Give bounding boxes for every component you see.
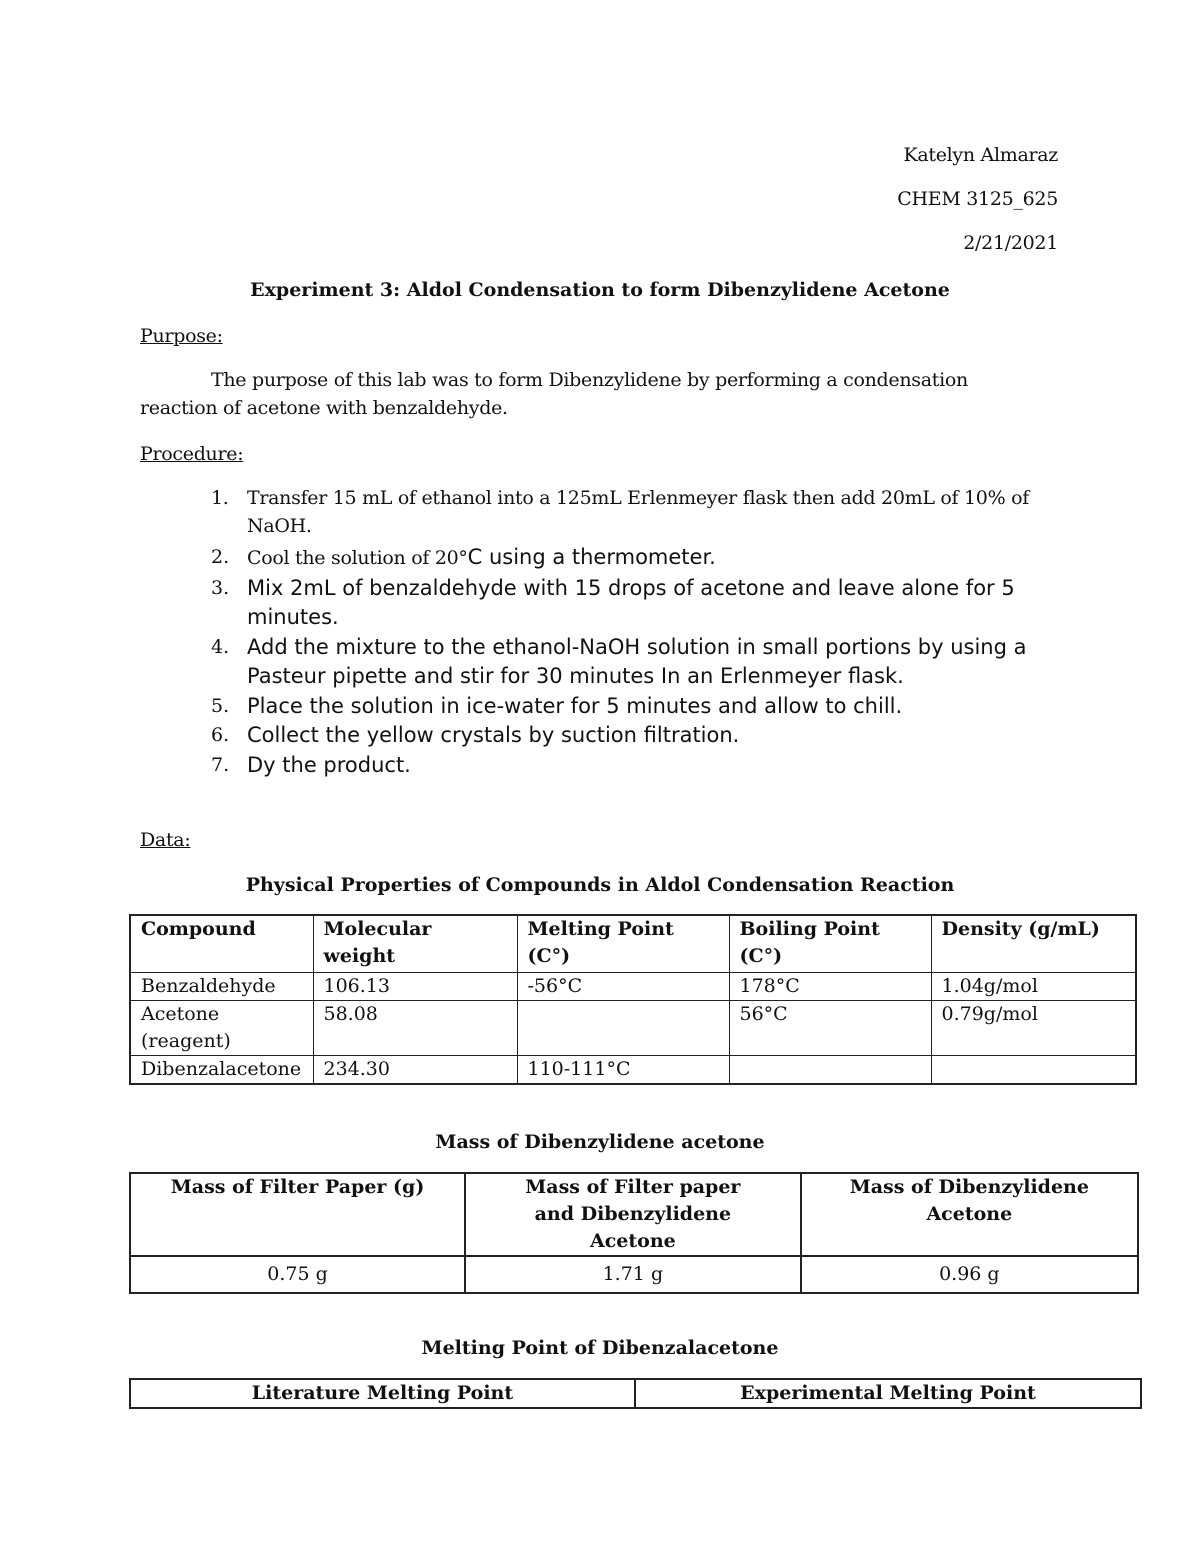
course-code: CHEM 3125_625: [897, 188, 1058, 210]
table-cell: 1.04g/mol: [931, 972, 1136, 1000]
procedure-step: 1. Transfer 15 mL of ethanol into a 125mL Erlenmeyer flask then add 20mL of 10% of NaOH.: [211, 487, 1029, 537]
header-cell: Experimental Melting Point: [635, 1379, 1141, 1408]
table-cell: 58.08: [313, 1000, 517, 1055]
header-cell: Mass of Dibenzylidene Acetone: [801, 1173, 1138, 1256]
procedure-step: 3. Mix 2mL of benzaldehyde with 15 drops of acetone and leave alone for 5 minutes.: [211, 575, 1015, 629]
table-cell: 0.96 g: [801, 1256, 1138, 1293]
table-cell: Acetone (reagent): [130, 1000, 313, 1055]
table-header-row: [130, 1379, 1141, 1408]
data-heading: Data:: [140, 829, 191, 851]
header-cell: Literature Melting Point: [130, 1379, 635, 1408]
properties-table: [129, 914, 1137, 1085]
table-header-row: [130, 1173, 1138, 1256]
table-cell: 0.79g/mol: [931, 1000, 1136, 1055]
procedure-step: 4. Add the mixture to the ethanol-NaOH solution in small portions by using a Pasteur pipette and stir for 30 minutes In an Erlenmeyer flask.: [211, 634, 1027, 688]
table-cell: 110-111°C: [517, 1055, 729, 1084]
header-cell: Boiling Point (C°): [729, 915, 931, 972]
purpose-line-2: reaction of acetone with benzaldehyde.: [140, 397, 508, 419]
table-header-row: [130, 915, 1136, 972]
author-name: Katelyn Almaraz: [903, 144, 1058, 166]
melting-point-table: [129, 1378, 1142, 1409]
header-cell: Compound: [130, 915, 313, 972]
step-text: Dy the product.: [247, 752, 411, 777]
header-cell: Melting Point (C°): [517, 915, 729, 972]
table-cell: -56°C: [517, 972, 729, 1000]
table-cell: [517, 1000, 729, 1055]
table-cell: [931, 1055, 1136, 1084]
table-cell: Dibenzalacetone: [130, 1055, 313, 1084]
table-cell: 56°C: [729, 1000, 931, 1055]
step-text-sans: C using a thermometer.: [467, 545, 716, 569]
mp-table-title: Melting Point of Dibenzalacetone: [421, 1337, 779, 1359]
header-cell: Mass of Filter Paper (g): [130, 1173, 465, 1256]
mass-table: [129, 1172, 1139, 1294]
procedure-step: 6. Collect the yellow crystals by suction filtration.: [211, 723, 740, 747]
report-date: 2/21/2021: [963, 232, 1058, 254]
header-cell: Density (g/mL): [931, 915, 1136, 972]
table-cell: 234.30: [313, 1055, 517, 1084]
table-cell: 1.71 g: [465, 1256, 801, 1293]
table-cell: 106.13: [313, 972, 517, 1000]
step-text: Collect the yellow crystals by suction filtration.: [247, 723, 740, 747]
table-cell: Benzaldehyde: [130, 972, 313, 1000]
table-row: [130, 1055, 1136, 1084]
purpose-line-1: The purpose of this lab was to form Dibenzylidene by performing a condensation: [211, 369, 968, 391]
purpose-heading: Purpose:: [140, 325, 223, 347]
procedure-step: 2. Cool the solution of 20°C using a thermometer.: [211, 545, 716, 569]
procedure-heading: Procedure:: [140, 443, 244, 465]
mass-table-title: Mass of Dibenzylidene acetone: [435, 1131, 765, 1153]
table-row: [130, 1256, 1138, 1293]
step-text: Transfer 15 mL of ethanol into a 125mL Erlenmeyer flask then add 20mL of 10% of NaOH.: [247, 487, 1029, 537]
table-cell: 0.75 g: [130, 1256, 465, 1293]
header-cell: Mass of Filter paper and Dibenzylidene Acetone: [465, 1173, 801, 1256]
step-text: Place the solution in ice-water for 5 minutes and allow to chill.: [247, 693, 903, 718]
procedure-step: 7. Dy the product.: [211, 752, 411, 777]
procedure-step: 5. Place the solution in ice-water for 5 minutes and allow to chill.: [211, 693, 903, 718]
step-text-serif: Cool the solution of 20°: [247, 547, 468, 569]
table-cell: [729, 1055, 931, 1084]
header-cell: Molecular weight: [313, 915, 517, 972]
table-cell: 178°C: [729, 972, 931, 1000]
table-row: [130, 972, 1136, 1000]
procedure-list: [204, 485, 1054, 780]
step-text: Add the mixture to the ethanol-NaOH solution in small portions by using a Pasteur pipette and stir for 30 minutes In an Erlenmeyer flask.: [247, 634, 1027, 688]
page-title: Experiment 3: Aldol Condensation to form Dibenzylidene Acetone: [250, 279, 950, 301]
properties-table-title: Physical Properties of Compounds in Aldol Condensation Reaction: [245, 874, 955, 896]
step-text: Mix 2mL of benzaldehyde with 15 drops of acetone and leave alone for 5 minutes.: [247, 575, 1015, 629]
table-row: [130, 1000, 1136, 1055]
